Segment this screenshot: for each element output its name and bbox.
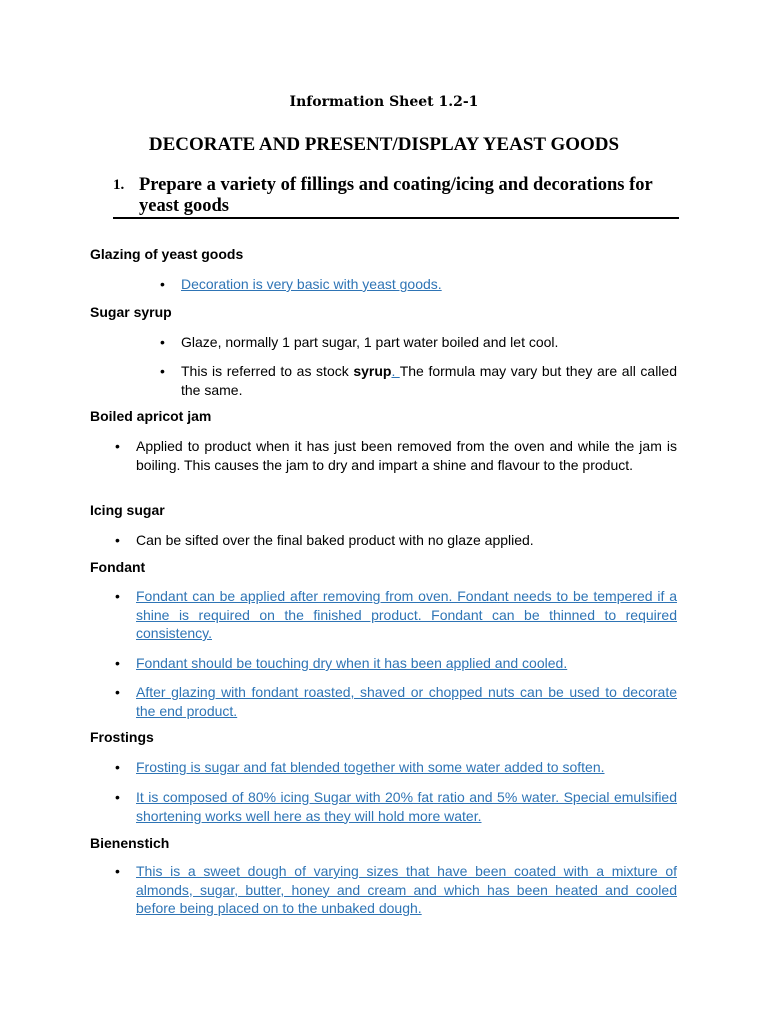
glazing-heading: Glazing of yeast goods bbox=[90, 246, 244, 262]
bullet: • bbox=[115, 438, 120, 454]
bullet: • bbox=[160, 276, 165, 292]
fondant-item-text[interactable]: After glazing with fondant roasted, shaved or chopped nuts can be used to decorate the end product. bbox=[136, 684, 677, 719]
bullet: • bbox=[115, 655, 120, 671]
inline-link[interactable]: . bbox=[391, 363, 400, 379]
bullet: • bbox=[160, 334, 165, 350]
bullet: • bbox=[115, 789, 120, 805]
apricot-item-text: Applied to product when it has just been removed from the oven and while the jam is boiling. This causes the jam to dry and impart a shine and flavour to the product. bbox=[136, 438, 677, 473]
frostings-item-text[interactable]: Frosting is sugar and fat blended together with some water added to soften. bbox=[136, 759, 605, 775]
bullet: • bbox=[115, 532, 120, 548]
bullet: • bbox=[160, 363, 165, 379]
icing-sugar-item-text: Can be sifted over the final baked product with no glaze applied. bbox=[136, 532, 534, 548]
bienenstich-item-text[interactable]: This is a sweet dough of varying sizes that have been coated with a mixture of almonds, sugar, butter, honey and cream and which has been heated and cooled before being placed on to the unbaked dough. bbox=[136, 863, 677, 916]
section-rule bbox=[113, 217, 679, 219]
bullet: • bbox=[115, 684, 120, 700]
bullet: • bbox=[115, 759, 120, 775]
sugar-syrup-item-text: Glaze, normally 1 part sugar, 1 part water boiled and let cool. bbox=[181, 334, 559, 350]
frostings-heading: Frostings bbox=[90, 729, 154, 745]
bold-word: syrup bbox=[353, 363, 392, 379]
sheet-title: Information Sheet 1.2-1 bbox=[289, 94, 479, 110]
text-run: The formula may vary but they are all called the same. bbox=[181, 363, 677, 398]
glazing-item-text[interactable]: Decoration is very basic with yeast goods. bbox=[181, 276, 442, 292]
frostings-item-text[interactable]: It is composed of 80% icing Sugar with 20% fat ratio and 5% water. Special emulsified shortening works well here as they will hold more water. bbox=[136, 789, 677, 824]
fondant-item-text[interactable]: Fondant should be touching dry when it has been applied and cooled. bbox=[136, 655, 568, 671]
section-number: 1. bbox=[113, 177, 125, 193]
section-heading-text: Prepare a variety of fillings and coating/icing and decorations for yeast goods bbox=[139, 175, 653, 216]
sugar-syrup-item-text bbox=[181, 362, 677, 399]
fondant-heading: Fondant bbox=[90, 559, 146, 575]
bullet: • bbox=[115, 863, 120, 879]
text-run: This is referred to as stock bbox=[181, 363, 354, 379]
sugar-syrup-heading: Sugar syrup bbox=[90, 304, 172, 320]
apricot-heading: Boiled apricot jam bbox=[90, 408, 212, 424]
bienenstich-heading: Bienenstich bbox=[90, 835, 170, 851]
fondant-item-text[interactable]: Fondant can be applied after removing from oven. Fondant needs to be tempered if a shine is required on the finished product. Fondant can be thinned to required consistency. bbox=[136, 588, 677, 641]
bullet: • bbox=[115, 588, 120, 604]
main-title: DECORATE AND PRESENT/DISPLAY YEAST GOODS bbox=[148, 134, 620, 155]
icing-sugar-heading: Icing sugar bbox=[90, 502, 165, 518]
